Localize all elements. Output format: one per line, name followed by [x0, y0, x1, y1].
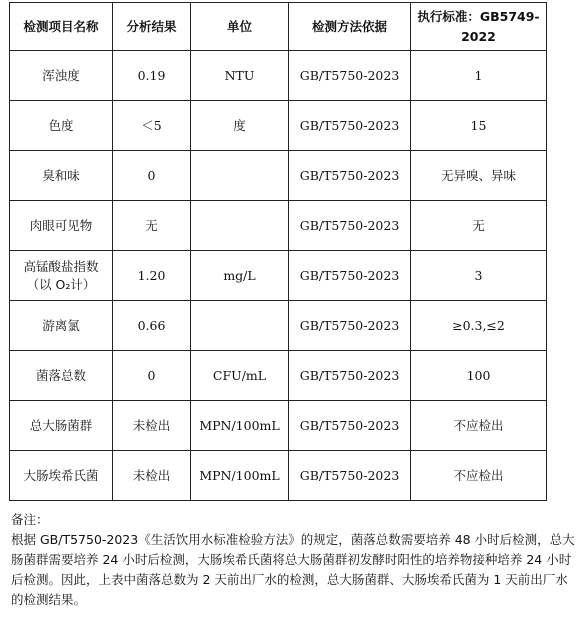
cell-unit: CFU/mL	[191, 351, 289, 401]
cell-unit: 度	[191, 101, 289, 151]
cell-result: 无	[113, 201, 191, 251]
table-row	[10, 401, 547, 451]
table-row	[10, 351, 547, 401]
cell-unit: mg/L	[191, 251, 289, 301]
table-header-row	[10, 3, 547, 51]
cell-item: 菌落总数	[10, 351, 113, 401]
cell-method: GB/T5750-2023	[289, 151, 411, 201]
cell-standard: 不应检出	[411, 401, 547, 451]
notes-section	[11, 510, 579, 610]
cell-method: GB/T5750-2023	[289, 51, 411, 101]
cell-method: GB/T5750-2023	[289, 251, 411, 301]
header-result: 分析结果	[113, 3, 191, 51]
cell-unit	[191, 151, 289, 201]
cell-method: GB/T5750-2023	[289, 201, 411, 251]
notes-body: 根据 GB/T5750-2023《生活饮用水标准检验方法》的规定，菌落总数需要培养 48 小时后检测，总大肠菌群需要培养 24 小时后检测，大肠埃希氏菌将总大肠菌群初发酵时阳性的培养物接种培养 24 小时后检测。因此，上表中菌落总数为 2 天前出厂水的检测，总大肠菌群、大肠埃希氏菌为 1 天前出厂水的检测结果。	[11, 532, 575, 607]
cell-item: 肉眼可见物	[10, 201, 113, 251]
table-row	[10, 451, 547, 501]
cell-standard: 1	[411, 51, 547, 101]
cell-unit: NTU	[191, 51, 289, 101]
table-row	[10, 201, 547, 251]
cell-standard: 不应检出	[411, 451, 547, 501]
cell-standard: 3	[411, 251, 547, 301]
header-standard: 执行标准：GB5749-2022	[411, 3, 547, 51]
table-row	[10, 251, 547, 301]
header-unit: 单位	[191, 3, 289, 51]
cell-result: 1.20	[113, 251, 191, 301]
cell-standard: ≥0.3,≤2	[411, 301, 547, 351]
cell-result: 未检出	[113, 451, 191, 501]
cell-item: 游离氯	[10, 301, 113, 351]
cell-item: 浑浊度	[10, 51, 113, 101]
cell-result: 0	[113, 351, 191, 401]
cell-item: 总大肠菌群	[10, 401, 113, 451]
cell-result: 未检出	[113, 401, 191, 451]
cell-result: ＜5	[113, 101, 191, 151]
cell-unit: MPN/100mL	[191, 401, 289, 451]
header-method: 检测方法依据	[289, 3, 411, 51]
cell-standard: 100	[411, 351, 547, 401]
notes-label: 备注：	[11, 512, 49, 527]
table-row	[10, 101, 547, 151]
cell-standard: 15	[411, 101, 547, 151]
cell-method: GB/T5750-2023	[289, 101, 411, 151]
water-quality-table	[9, 2, 547, 501]
table-row	[10, 151, 547, 201]
cell-standard: 无异嗅、异味	[411, 151, 547, 201]
header-item-name: 检测项目名称	[10, 3, 113, 51]
cell-result: 0.19	[113, 51, 191, 101]
table-row	[10, 51, 547, 101]
cell-unit	[191, 301, 289, 351]
cell-item: 臭和味	[10, 151, 113, 201]
cell-result: 0.66	[113, 301, 191, 351]
cell-item: 高锰酸盐指数（以 O₂计）	[10, 251, 113, 301]
table-body	[10, 51, 547, 501]
cell-result: 0	[113, 151, 191, 201]
cell-method: GB/T5750-2023	[289, 401, 411, 451]
cell-method: GB/T5750-2023	[289, 451, 411, 501]
cell-standard: 无	[411, 201, 547, 251]
cell-method: GB/T5750-2023	[289, 351, 411, 401]
cell-unit	[191, 201, 289, 251]
cell-item: 色度	[10, 101, 113, 151]
cell-unit: MPN/100mL	[191, 451, 289, 501]
cell-method: GB/T5750-2023	[289, 301, 411, 351]
table-row	[10, 301, 547, 351]
cell-item: 大肠埃希氏菌	[10, 451, 113, 501]
